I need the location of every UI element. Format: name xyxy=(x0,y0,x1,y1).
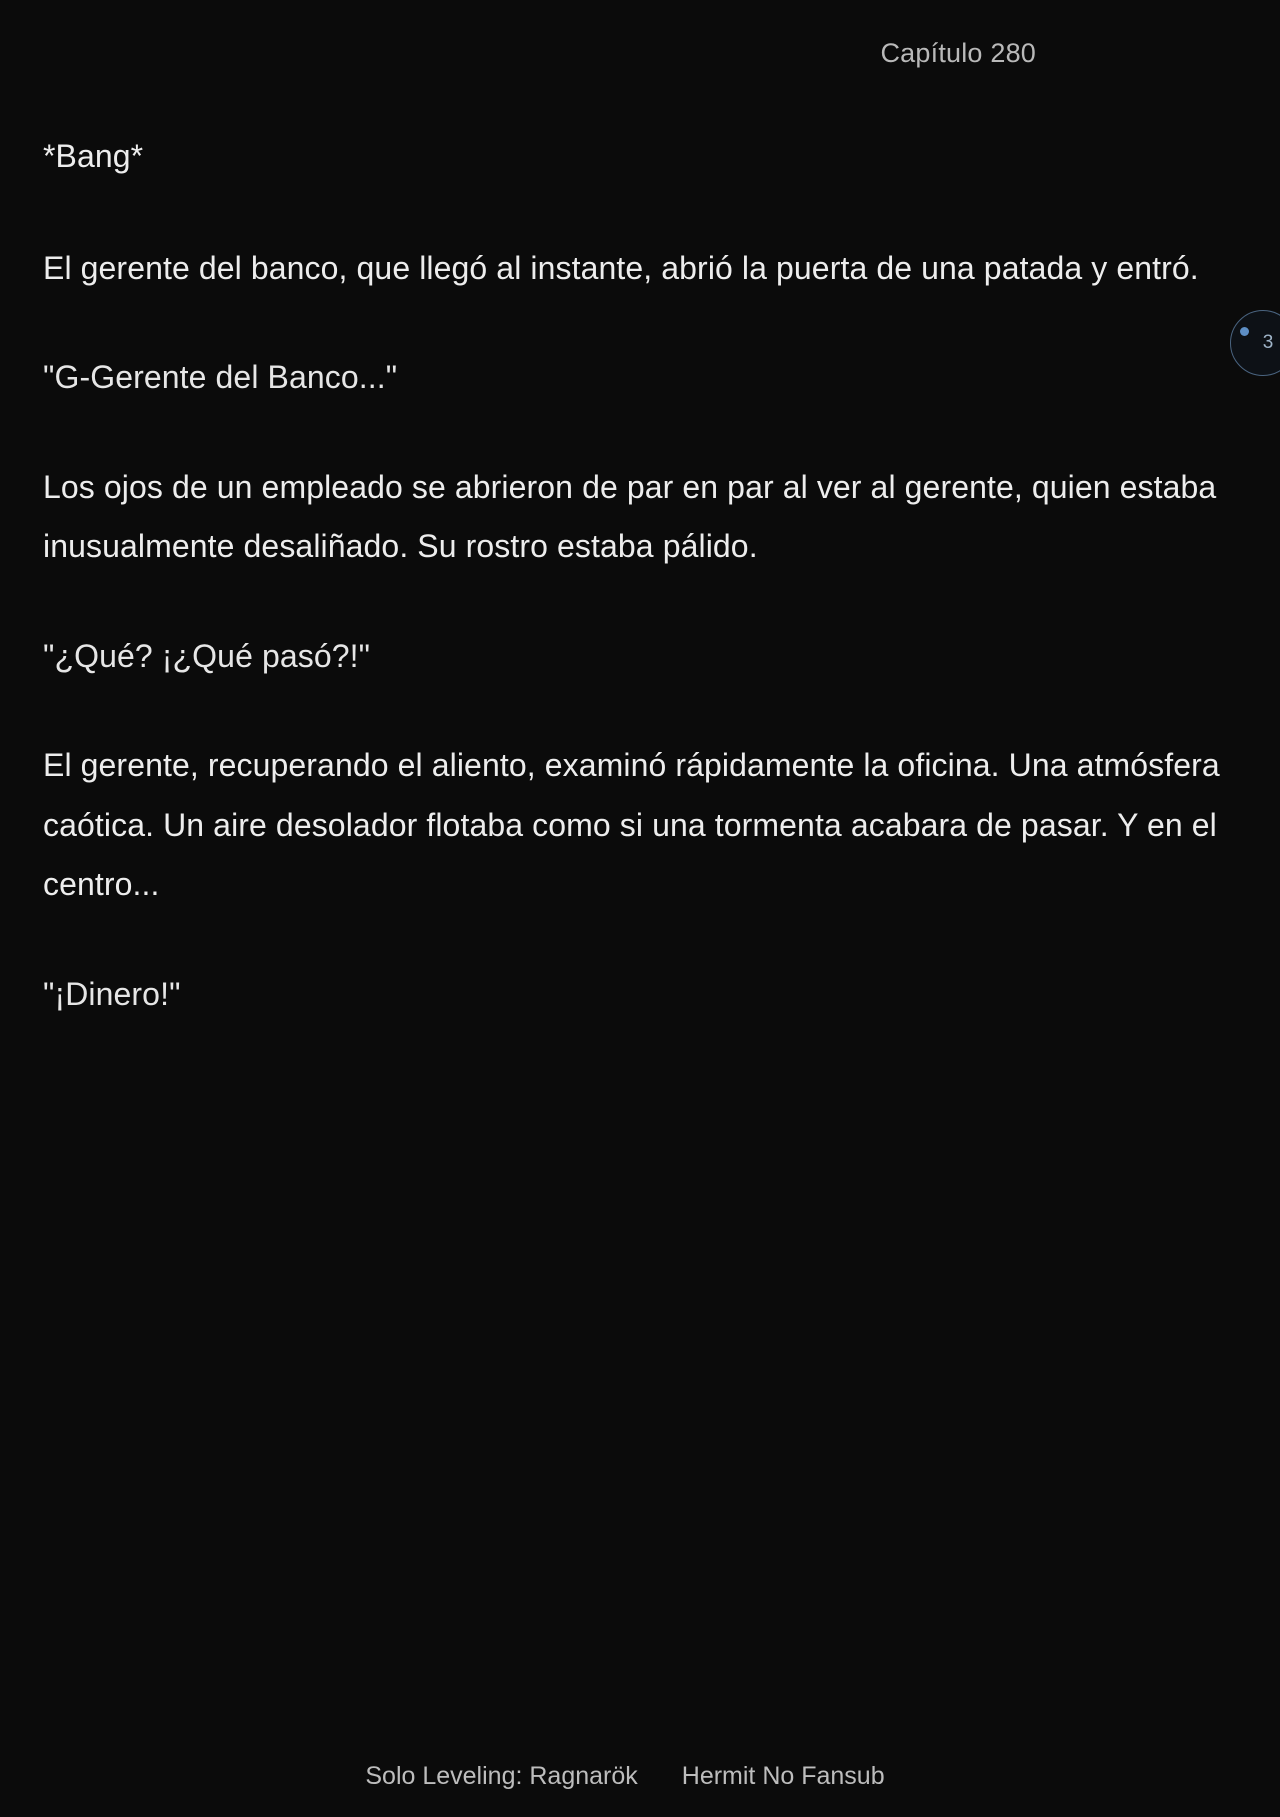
chapter-label: Capítulo 280 xyxy=(880,38,1036,68)
fansub-credit: Hermit No Fansub xyxy=(681,1762,885,1790)
progress-value: 3 xyxy=(1262,332,1274,353)
progress-dot-icon xyxy=(1240,327,1249,336)
chapter-text-body xyxy=(43,127,1233,1074)
page-footer xyxy=(0,1762,1280,1791)
paragraph: "¿Qué? ¡¿Qué pasó?!" xyxy=(43,637,371,674)
paragraph: El gerente del banco, que llegó al instante, abrió la puerta de una patada y entró. xyxy=(43,249,1199,286)
series-title: Solo Leveling: Ragnarök xyxy=(365,1762,638,1790)
paragraph: "¡Dinero!" xyxy=(43,975,181,1012)
paragraph: Los ojos de un empleado se abrieron de par en par al ver al gerente, quien estaba inusualmente desaliñado. Su rostro estaba pálido. xyxy=(43,468,1217,565)
paragraph: "G-Gerente del Banco..." xyxy=(43,359,398,396)
reading-progress-indicator[interactable] xyxy=(1230,310,1280,376)
paragraph: El gerente, recuperando el aliento, examinó rápidamente la oficina. Una atmósfera caótica. Un aire desolador flotaba como si una tormenta acabara de pasar. Y en el centro... xyxy=(43,747,1220,903)
paragraph: *Bang* xyxy=(43,138,144,174)
